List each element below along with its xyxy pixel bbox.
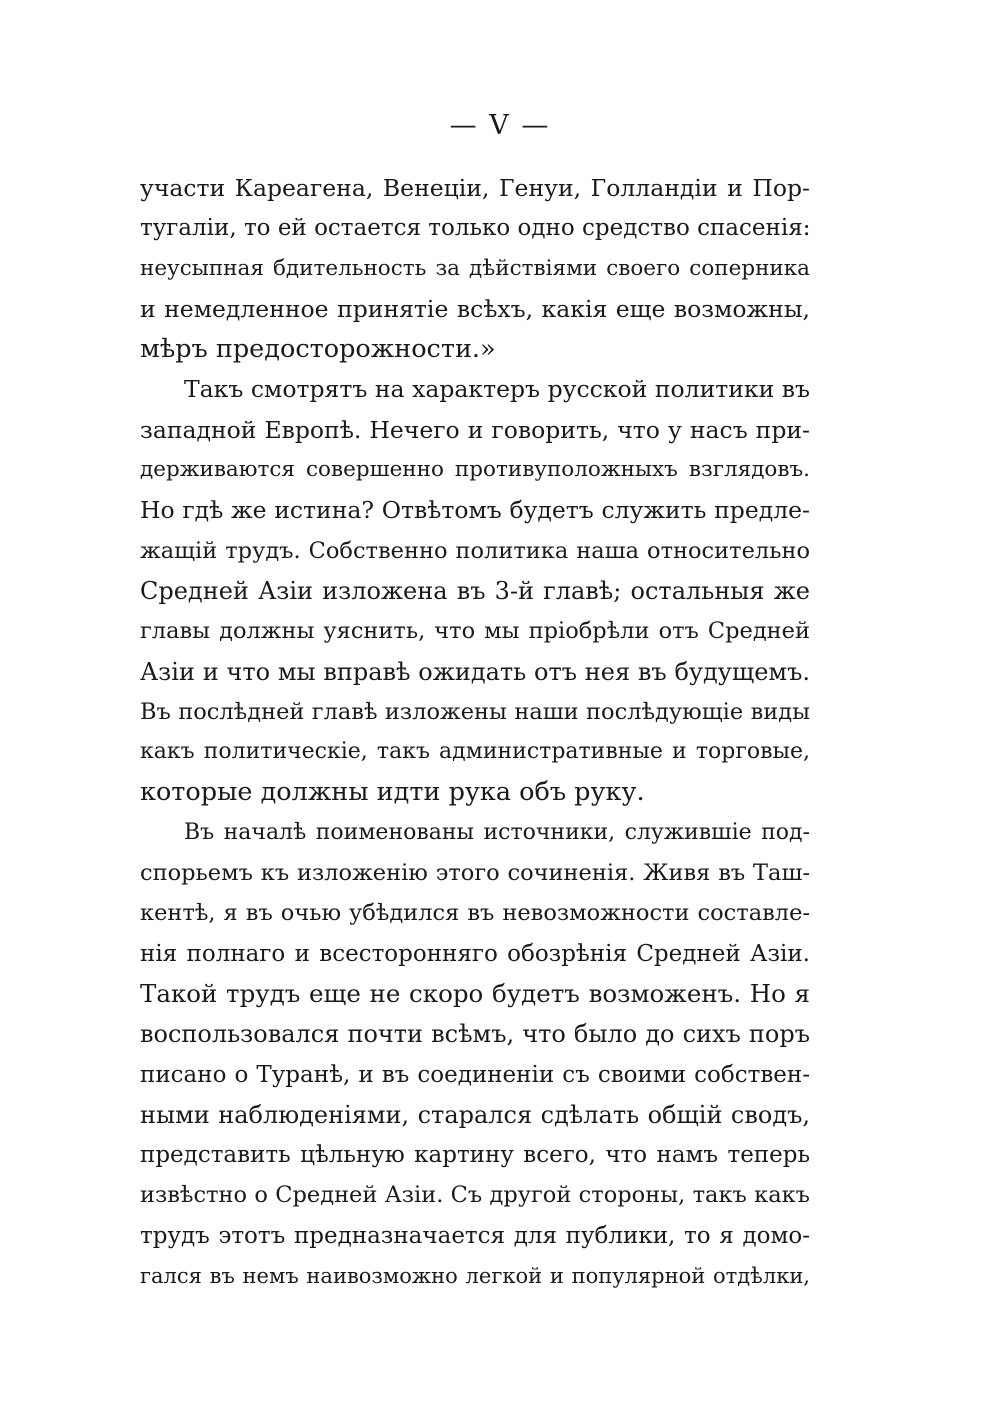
text-line: спорьемъ къ изложенiю этого сочиненiя. Живя въ Таш- xyxy=(140,860,810,887)
text-line: трудъ этотъ предназначается для публики, то я домо- xyxy=(140,1222,810,1249)
text-line: извѣстно о Средней Азiи. Съ другой стороны, такъ какъ xyxy=(140,1182,810,1209)
text-line: кентѣ, я въ очью убѣдился въ невозможности составле- xyxy=(140,900,810,927)
text-line: Азiи и что мы вправѣ ожидать отъ нея въ будущемъ. xyxy=(140,657,810,686)
text-line: главы должны уяснить, что мы прiобрѣли отъ Средней xyxy=(140,618,810,645)
text-line: западной Европѣ. Нечего и говорить, что у насъ при- xyxy=(140,415,810,444)
text-line: какъ политическiе, такъ административные и торговые, xyxy=(140,739,810,765)
text-line: гался въ немъ наивозможно легкой и популярной отдѣлки, xyxy=(140,1264,810,1289)
text-line: Въ началѣ поименованы источники, служившiе под- xyxy=(184,819,810,845)
text-line: Въ послѣдней главѣ изложены наши послѣдующiе виды xyxy=(140,698,810,725)
text-line: Но гдѣ же истина? Отвѣтомъ будетъ служить предле- xyxy=(140,496,810,525)
text-line: Средней Азiи изложена въ 3-й главѣ; остальныя же xyxy=(140,576,810,605)
text-line: держиваются совершенно противуположныхъ взглядовъ. xyxy=(140,457,810,483)
text-line: неусыпная бдительность за дѣйствiями своего соперника xyxy=(140,255,810,281)
text-line: и немедленное принятiе всѣхъ, какiя еще возможны, xyxy=(140,294,810,323)
body-text xyxy=(140,168,810,1296)
text-line: Такъ смотрятъ на характеръ русской политики въ xyxy=(184,375,810,404)
text-line: ными наблюденiями, старался сдѣлать общiй сводъ, xyxy=(140,1100,810,1129)
text-line: тугалiи, то ей остается только одно средство спасенiя: xyxy=(140,215,810,242)
text-line: писано о Туранѣ, и въ соединенiи съ своими собствен- xyxy=(140,1061,810,1088)
text-line: Такой трудъ еще не скоро будетъ возможенъ. Но я xyxy=(140,978,810,1008)
text-line: мѣръ предосторожности.» xyxy=(140,334,496,365)
text-line: нiя полнаго и всесторонняго обозрѣнiя Средней Азiи. xyxy=(140,940,810,967)
text-line: участи Кареагена, Венецiи, Генуи, Голландiи и Пор- xyxy=(140,174,810,202)
text-line: представить цѣльную картину всего, что намъ теперь xyxy=(140,1142,810,1169)
text-line: которые должны идти рука объ руку. xyxy=(140,777,645,808)
text-line: воспользовался почти всѣмъ, что было до сихъ поръ xyxy=(140,1020,810,1049)
page-number: — V — xyxy=(449,110,551,141)
text-line: жащiй трудъ. Собственно политика наша относительно xyxy=(140,537,810,564)
